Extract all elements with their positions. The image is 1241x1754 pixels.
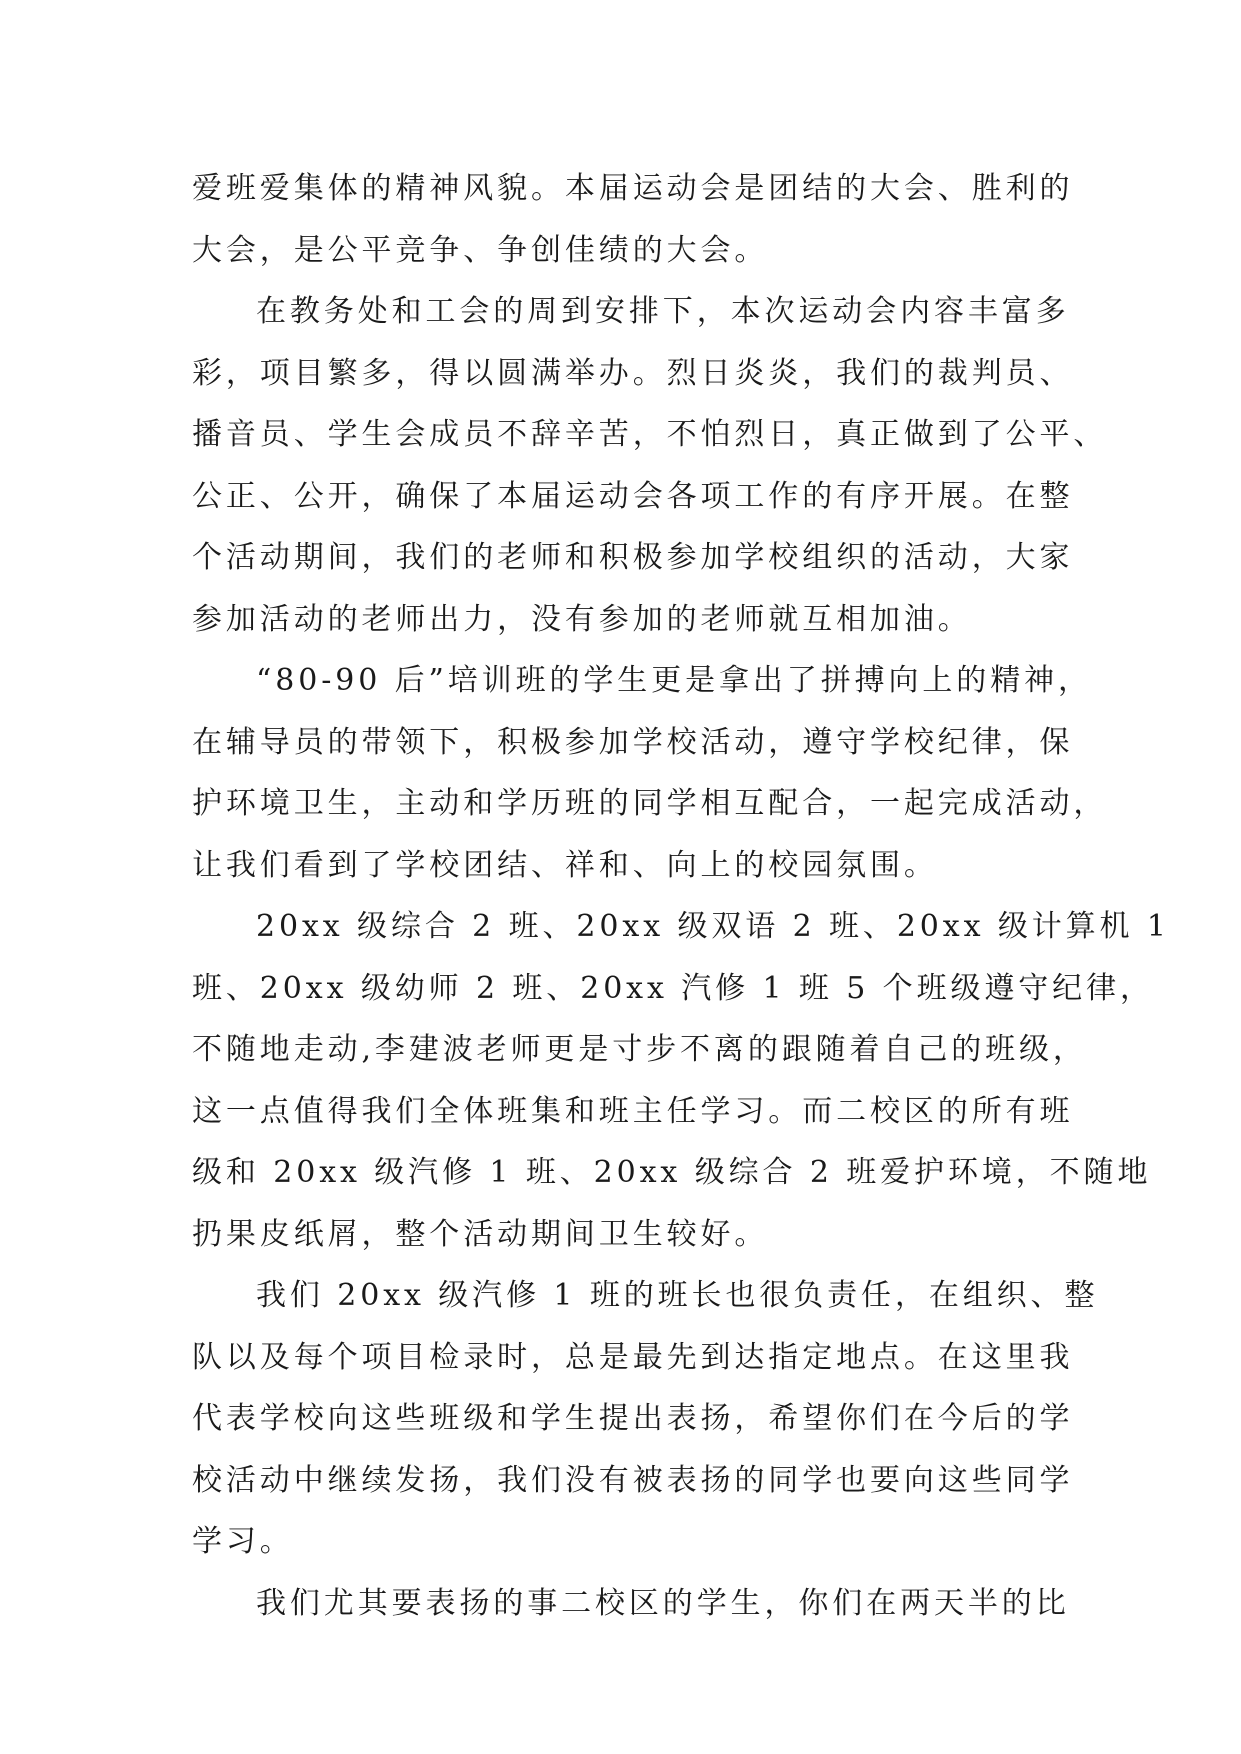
text-line: 个活动期间，我们的老师和积极参加学校组织的活动，大家 bbox=[192, 540, 1074, 575]
text-line: 公正、公开，确保了本届运动会各项工作的有序开展。在整 bbox=[192, 478, 1074, 514]
text-line: 学习。 bbox=[192, 1524, 294, 1559]
text-line: 代表学校向这些班级和学生提出表扬，希望你们在今后的学 bbox=[192, 1401, 1074, 1436]
text-line: 扔果皮纸屑，整个活动期间卫生较好。 bbox=[192, 1216, 769, 1252]
text-line: 不随地走动,李建波老师更是寸步不离的跟随着自己的班级， bbox=[192, 1032, 1087, 1067]
paragraph bbox=[192, 158, 1074, 281]
paragraph bbox=[192, 1265, 1099, 1573]
text-line: 彩，项目繁多，得以圆满举办。烈日炎炎，我们的裁判员、 bbox=[192, 355, 1074, 391]
paragraph bbox=[192, 896, 1170, 1265]
paragraph bbox=[192, 650, 1108, 896]
text-line: 校活动中继续发扬，我们没有被表扬的同学也要向这些同学 bbox=[192, 1462, 1074, 1498]
text-line: 播音员、学生会成员不辞辛苦，不怕烈日，真正做到了公平、 bbox=[192, 417, 1108, 452]
text-line: 让我们看到了学校团结、祥和、向上的校园氛围。 bbox=[192, 847, 938, 883]
text-line: 20xx 级综合 2 班、20xx 级双语 2 班、20xx 级计算机 1 bbox=[256, 909, 1170, 944]
text-line: 队以及每个项目检录时，总是最先到达指定地点。在这里我 bbox=[192, 1339, 1074, 1375]
text-line: 大会，是公平竞争、争创佳绩的大会。 bbox=[192, 232, 769, 268]
document-page bbox=[192, 158, 1170, 1634]
text-line: 在辅导员的带领下，积极参加学校活动，遵守学校纪律，保 bbox=[192, 724, 1074, 760]
text-line: 班、20xx 级幼师 2 班、20xx 汽修 1 班 5 个班级遵守纪律， bbox=[192, 970, 1154, 1006]
text-line: 参加活动的老师出力，没有参加的老师就互相加油。 bbox=[192, 601, 972, 637]
text-line: 我们尤其要表扬的事二校区的学生，你们在两天半的比 bbox=[256, 1585, 1070, 1621]
text-line: 这一点值得我们全体班集和班主任学习。而二校区的所有班 bbox=[192, 1093, 1074, 1129]
text-line: 在教务处和工会的周到安排下，本次运动会内容丰富多 bbox=[256, 294, 1070, 329]
text-line: 护环境卫生，主动和学历班的同学相互配合，一起完成活动， bbox=[192, 786, 1108, 821]
text-line: 我们 20xx 级汽修 1 班的班长也很负责任，在组织、整 bbox=[256, 1278, 1099, 1313]
text-line: “80-90 后”培训班的学生更是拿出了拼搏向上的精神， bbox=[256, 663, 1092, 698]
paragraph bbox=[192, 1573, 1070, 1635]
text-line: 级和 20xx 级汽修 1 班、20xx 级综合 2 班爱护环境，不随地 bbox=[192, 1155, 1152, 1190]
text-line: 爱班爱集体的精神风貌。本届运动会是团结的大会、胜利的 bbox=[192, 171, 1074, 206]
paragraph bbox=[192, 281, 1108, 650]
